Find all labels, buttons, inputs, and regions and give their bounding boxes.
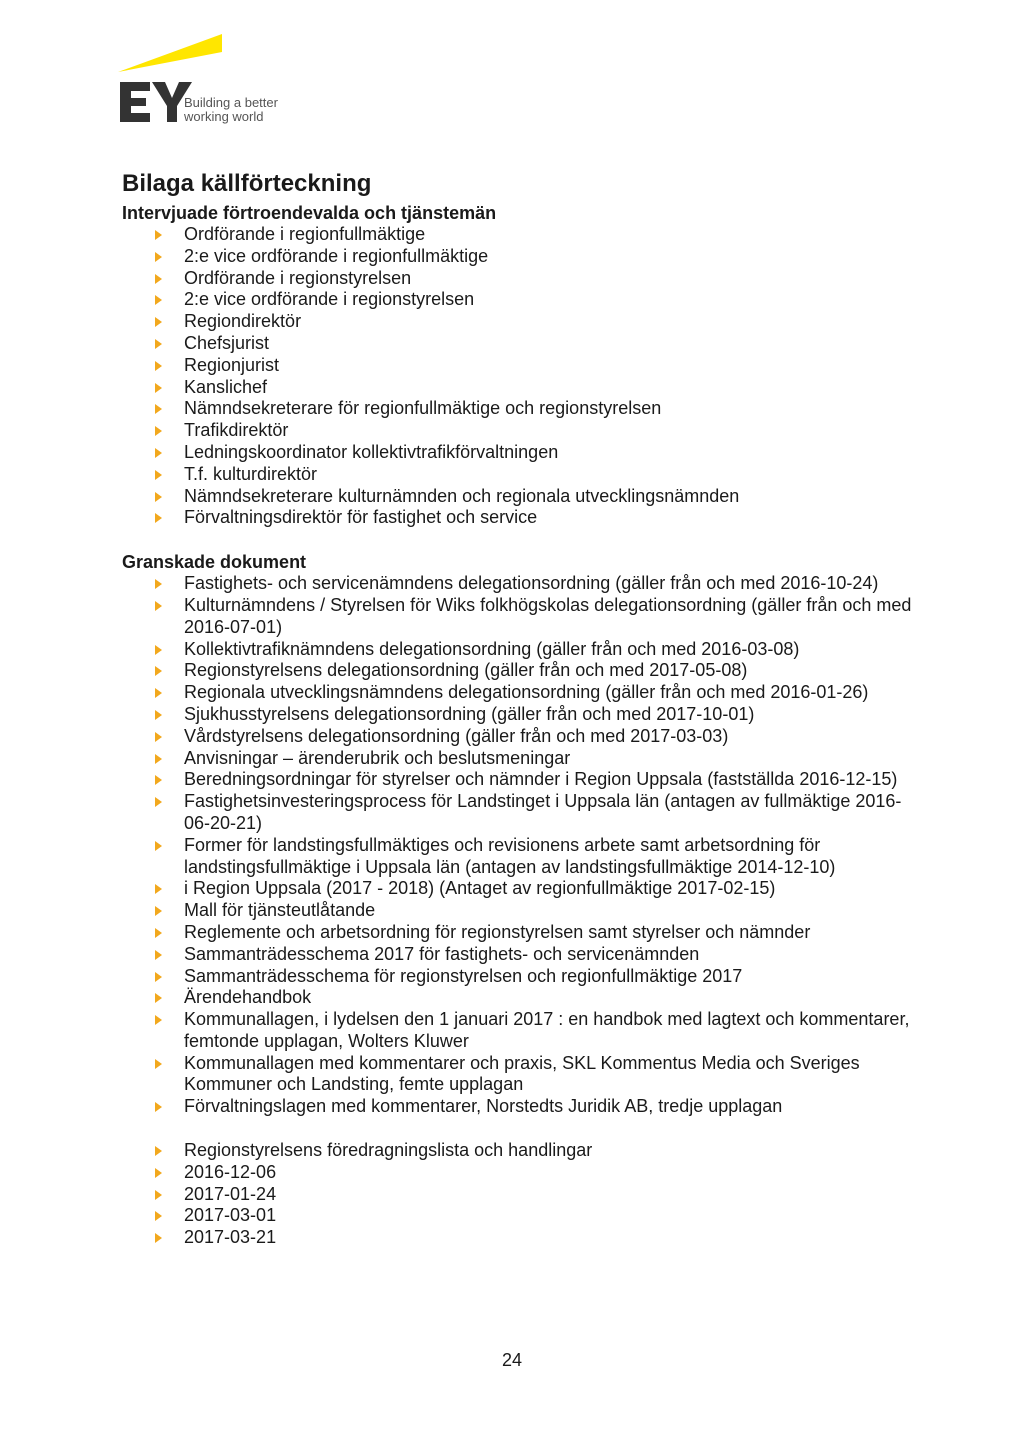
- list-item: [122, 311, 912, 333]
- arrow-bullet-icon: [155, 1233, 162, 1243]
- list-item: [122, 1140, 912, 1162]
- list-item: [122, 900, 912, 922]
- arrow-bullet-icon: [155, 972, 162, 982]
- list-item-text: Beredningsordningar för styrelser och nämnder i Region Uppsala (fastställda 2016-12-15): [184, 769, 898, 790]
- arrow-bullet-icon: [155, 404, 162, 414]
- list-item: [122, 573, 912, 595]
- list-item: [122, 442, 912, 464]
- list-item-text: 2:e vice ordförande i regionfullmäktige: [184, 245, 489, 266]
- list-item-text: Sammanträdesschema 2017 för fastighets- och servicenämnden: [184, 943, 700, 964]
- ey-logo: [118, 32, 298, 127]
- list-item: [122, 464, 912, 486]
- arrow-bullet-icon: [155, 950, 162, 960]
- list-item: [122, 377, 912, 399]
- list-item-text: 2017-03-21: [184, 1227, 277, 1248]
- list-item: [122, 987, 912, 1009]
- list-item: [122, 944, 912, 966]
- list-item: [122, 1162, 912, 1184]
- list-item: [122, 748, 912, 770]
- arrow-bullet-icon: [155, 1168, 162, 1178]
- list-item: [122, 660, 912, 682]
- list-item-text: Kollektivtrafiknämndens delegationsordning (gäller från och med 2016-03-08): [184, 638, 800, 659]
- list-item-text: Regiondirektör: [184, 311, 302, 332]
- list-item-text: T.f. kulturdirektör: [184, 463, 318, 484]
- logo-tagline: [184, 96, 278, 124]
- documents-heading: Granskade dokument: [122, 552, 307, 573]
- arrow-bullet-icon: [155, 841, 162, 851]
- list-item-text: Regionala utvecklingsnämndens delegationsordning (gäller från och med 2016-01-26): [184, 682, 869, 703]
- list-item-text: Kanslichef: [184, 376, 268, 397]
- list-item-text: Mall för tjänsteutlåtande: [184, 900, 376, 921]
- arrow-bullet-icon: [155, 1015, 162, 1025]
- arrow-bullet-icon: [155, 317, 162, 327]
- arrow-bullet-icon: [155, 274, 162, 284]
- arrow-bullet-icon: [155, 295, 162, 305]
- arrow-bullet-icon: [155, 1059, 162, 1069]
- list-item-text: Regionjurist: [184, 354, 280, 375]
- arrow-bullet-icon: [155, 645, 162, 655]
- tagline-line-1: Building a better: [184, 95, 278, 110]
- list-item-text: Kommunallagen med kommentarer och praxis, SKL Kommentus Media och Sveriges Kommuner och Landsting, femte upplagan: [184, 1052, 860, 1095]
- arrow-bullet-icon: [155, 579, 162, 589]
- arrow-bullet-icon: [155, 666, 162, 676]
- list-item-text: 2:e vice ordförande i regionstyrelsen: [184, 289, 475, 310]
- arrow-bullet-icon: [155, 884, 162, 894]
- arrow-bullet-icon: [155, 470, 162, 480]
- list-item-text: Nämndsekreterare kulturnämnden och regionala utvecklingsnämnden: [184, 485, 740, 506]
- list-item-text: Ordförande i regionstyrelsen: [184, 267, 412, 288]
- list-item-text: Nämndsekreterare för regionfullmäktige och regionstyrelsen: [184, 398, 662, 419]
- arrow-bullet-icon: [155, 775, 162, 785]
- arrow-bullet-icon: [155, 797, 162, 807]
- arrow-bullet-icon: [155, 448, 162, 458]
- list-item-text: Ordförande i regionfullmäktige: [184, 224, 426, 244]
- list-item-text: Fastighets- och servicenämndens delegationsordning (gäller från och med 2016-10-24): [184, 573, 879, 594]
- list-item: [122, 878, 912, 900]
- list-item-text: Former för landstingsfullmäktiges och revisionens arbete samt arbetsordning för landstingsfullmäktige i Uppsala län (antagen av landstingsfullmäktige 2014-12-10): [184, 834, 836, 877]
- arrow-bullet-icon: [155, 339, 162, 349]
- arrow-bullet-icon: [155, 928, 162, 938]
- list-item-text: 2016-12-06: [184, 1161, 277, 1182]
- list-item: [122, 246, 912, 268]
- board-lists-list: [122, 1140, 912, 1249]
- list-item-text: 2017-01-24: [184, 1183, 277, 1204]
- list-item: [122, 791, 912, 835]
- arrow-bullet-icon: [155, 1146, 162, 1156]
- arrow-bullet-icon: [155, 688, 162, 698]
- list-item-text: Ledningskoordinator kollektivtrafikförvaltningen: [184, 441, 559, 462]
- list-item-text: Trafikdirektör: [184, 420, 289, 441]
- list-item-text: Ärendehandbok: [184, 987, 312, 1008]
- arrow-bullet-icon: [155, 230, 162, 240]
- list-item-text: i Region Uppsala (2017 - 2018) (Antaget av regionfullmäktige 2017-02-15): [184, 878, 776, 899]
- arrow-bullet-icon: [155, 1102, 162, 1112]
- list-item-text: Chefsjurist: [184, 332, 270, 353]
- spacer: [122, 1118, 912, 1140]
- list-item-text: Kulturnämndens / Styrelsen för Wiks folkhögskolas delegationsordning (gäller från och med 2016-07-01): [184, 594, 912, 637]
- list-item: [122, 922, 912, 944]
- documents-list: [122, 573, 912, 1118]
- list-item-text: Sjukhusstyrelsens delegationsordning (gäller från och med 2017-10-01): [184, 703, 755, 724]
- list-item-text: 2017-03-01: [184, 1205, 277, 1226]
- list-item: [122, 289, 912, 311]
- list-item: [122, 726, 912, 748]
- list-item: [122, 486, 912, 508]
- list-item: [122, 224, 912, 246]
- list-item: [122, 507, 912, 529]
- arrow-bullet-icon: [155, 993, 162, 1003]
- interviewed-heading: Intervjuade förtroendevalda och tjänstemän: [122, 203, 497, 223]
- list-item: [122, 398, 912, 420]
- interviewed-list: [122, 224, 912, 529]
- list-item-text: Förvaltningsdirektör för fastighet och service: [184, 507, 538, 528]
- list-item-text: Vårdstyrelsens delegationsordning (gäller från och med 2017-03-03): [184, 725, 729, 746]
- list-item: [122, 268, 912, 290]
- page-title: Bilaga källförteckning: [122, 170, 372, 197]
- list-item: [122, 595, 912, 639]
- tagline-line-2: working world: [184, 109, 264, 124]
- arrow-bullet-icon: [155, 1190, 162, 1200]
- list-item: [122, 1227, 912, 1249]
- arrow-bullet-icon: [155, 492, 162, 502]
- list-item-text: Kommunallagen, i lydelsen den 1 januari 2017 : en handbok med lagtext och kommentarer, femtonde upplagan, Wolters Kluwer: [184, 1009, 910, 1051]
- arrow-bullet-icon: [155, 513, 162, 523]
- list-item: [122, 333, 912, 355]
- list-item: [122, 835, 912, 879]
- list-item: [122, 420, 912, 442]
- list-item-text: Sammanträdesschema för regionstyrelsen och regionfullmäktige 2017: [184, 965, 743, 986]
- list-item: [122, 639, 912, 661]
- list-item: [122, 355, 912, 377]
- arrow-bullet-icon: [155, 383, 162, 393]
- arrow-bullet-icon: [155, 754, 162, 764]
- arrow-bullet-icon: [155, 361, 162, 371]
- arrow-bullet-icon: [155, 732, 162, 742]
- list-item-text: Reglemente och arbetsordning för regionstyrelsen samt styrelser och nämnder: [184, 921, 811, 942]
- list-item-text: Regionstyrelsens föredragningslista och handlingar: [184, 1140, 593, 1161]
- list-item: [122, 704, 912, 726]
- arrow-bullet-icon: [155, 601, 162, 611]
- list-item: [122, 966, 912, 988]
- list-item-text: Förvaltningslagen med kommentarer, Norstedts Juridik AB, tredje upplagan: [184, 1096, 783, 1117]
- list-item: [122, 1205, 912, 1227]
- list-item-text: Fastighetsinvesteringsprocess för Landstinget i Uppsala län (antagen av fullmäktige 2016-06-20-21): [184, 791, 902, 833]
- list-item: [122, 1053, 912, 1097]
- list-item: [122, 1096, 912, 1118]
- page-number: 24: [501, 1350, 523, 1370]
- list-item-text: Regionstyrelsens delegationsordning (gäller från och med 2017-05-08): [184, 660, 748, 681]
- arrow-bullet-icon: [155, 1211, 162, 1221]
- list-item: [122, 1009, 912, 1053]
- list-item: [122, 769, 912, 791]
- arrow-bullet-icon: [155, 426, 162, 436]
- page-content: [122, 166, 912, 1249]
- arrow-bullet-icon: [155, 252, 162, 262]
- list-item-text: Anvisningar – ärenderubrik och beslutsmeningar: [184, 747, 571, 768]
- arrow-bullet-icon: [155, 906, 162, 916]
- arrow-bullet-icon: [155, 710, 162, 720]
- list-item: [122, 1184, 912, 1206]
- list-item: [122, 682, 912, 704]
